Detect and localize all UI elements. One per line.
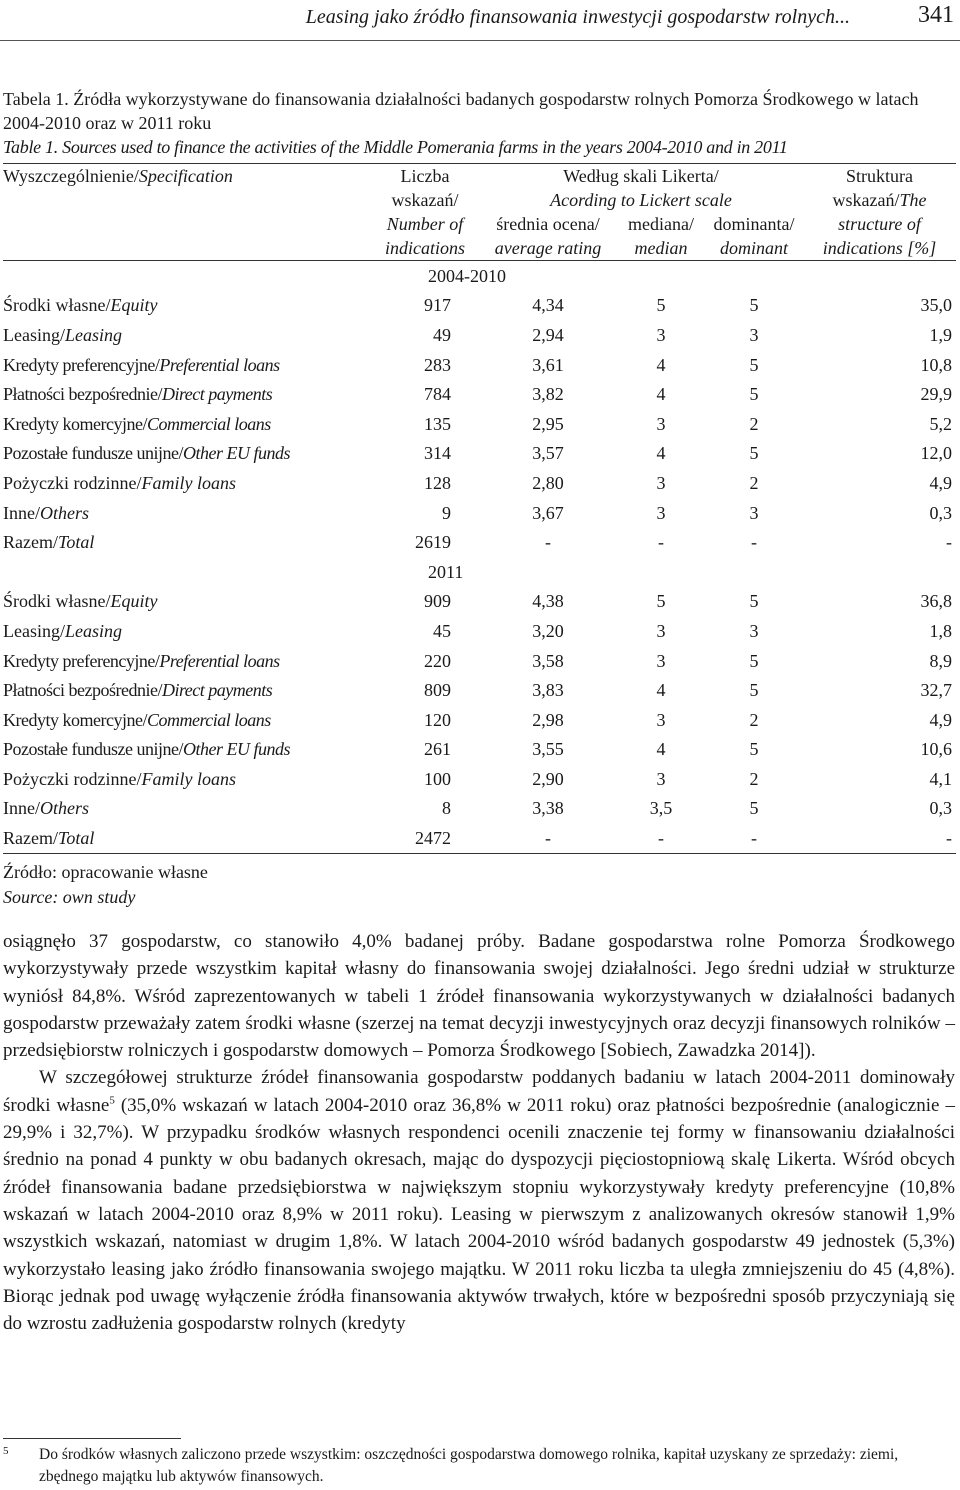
header-count-en-2: indications: [385, 238, 465, 258]
cell-dominant: 3: [749, 620, 759, 641]
row-label-pl: Razem/: [3, 532, 58, 553]
cell-average: 3,58: [532, 650, 564, 671]
cell-dominant: 2: [749, 472, 759, 493]
table-row: [3, 320, 956, 350]
table-row: [3, 379, 956, 409]
header-structure: [803, 164, 956, 261]
row-label-en: Commercial loans: [146, 709, 271, 730]
row-label: [3, 764, 371, 794]
table-row: [3, 616, 956, 646]
cell-dominant: 5: [749, 680, 759, 701]
table-row: [3, 291, 956, 321]
row-label: [3, 409, 371, 439]
row-label-pl: Kredyty preferencyjne/: [3, 354, 160, 375]
cell-count: 2619: [415, 532, 451, 553]
table-row: [3, 468, 956, 498]
row-label-en: Other EU funds: [182, 443, 290, 464]
paragraph-1: osiągnęło 37 gospodarstw, co stanowiło 4,0% badanej próby. Badane gospodarstwa rolne Pomorza Środkowego wykorzystywały przede wszystkim kapitał własny do finansowania swojej działalności. Jego średni udział w strukturze wyniósł 84,8%. Wśród zaprezentowanych w tabeli 1 źródeł finansowania wykorzystywanych w działalności badanych gospodarstw przeważały zatem środki własne (szerzej na temat decyzji inwestycyjnych oraz decyzji finansowych rolników – przedsiębiorstw rolniczych i gospodarstw domowych – Pomorza Środkowego [Sobiech, Zawadzka 2014]).: [3, 931, 955, 1062]
cell-dominant: 5: [749, 443, 759, 464]
table-row: [3, 705, 956, 735]
source-en: Source: own study: [3, 887, 136, 907]
cell-share: 29,9: [920, 384, 952, 405]
cell-average: 2,80: [532, 472, 564, 493]
row-label-en: Preferential loans: [159, 354, 280, 375]
sources-table: [3, 163, 956, 854]
cell-median: 3: [656, 650, 666, 671]
row-label: [3, 705, 371, 735]
cell-average: 2,98: [532, 709, 564, 730]
cell-median: 3: [656, 768, 666, 789]
header-spec-en: Specification: [138, 166, 233, 186]
footnote-reference: 5: [109, 1094, 115, 1107]
cell-average: 3,57: [532, 443, 564, 464]
cell-average: 3,61: [532, 354, 564, 375]
table-row: [3, 794, 956, 824]
row-label-en: Leasing: [64, 620, 122, 641]
cell-dominant: 5: [749, 798, 759, 819]
cell-dominant: 5: [749, 295, 759, 316]
row-label: [3, 527, 371, 557]
row-label: [3, 498, 371, 528]
cell-share: 4,9: [929, 709, 952, 730]
row-label-en: Preferential loans: [159, 650, 280, 671]
row-label: [3, 675, 371, 705]
row-label-en: Other EU funds: [182, 739, 290, 760]
cell-dominant: 2: [749, 768, 759, 789]
row-label: [3, 468, 371, 498]
row-label-pl: Kredyty komercyjne/: [3, 413, 147, 434]
cell-median: 5: [656, 295, 666, 316]
cell-average: 3,67: [532, 502, 564, 523]
cell-average: -: [545, 532, 551, 553]
paragraph-2-part-b: (35,0% wskazań w latach 2004-2010 oraz 36,8% w 2011 roku) oraz płatności bezpośrednie (analogicznie – 29,9% i 32,7%). W przypadku środków własnych respondenci ocenili znaczenie tej formy w finansowaniu działalności średnio na ponad 4 punkty w obu badanych okresach, mając do dyspozycji pięciostopniową skalę Likerta. Wśród obcych źródeł finansowania badane przedsiębiorstwa w największym stopniu wykorzystywały kredyty preferencyjne (10,8% wskazań w latach 2004-2010 oraz 8,9% w 2011 roku). Leasing w pierwszym z analizowanych okresów stanowił 1,9% wszystkich wskazań, natomiast w drugim 1,8%. W latach 2004-2010 wśród badanych gospodarstw 49 jednostek (5,3%) wykorzystało leasing jako źródło finansowania swojego majątku. W 2011 roku liczba ta uległa zmniejszeniu do 45 (4,8%). Biorąc jednak pod uwagę wyłączenie źródła finansowania aktywów trwałych, które w bezpośredni sposób przyczyniają się do wzrostu zadłużenia gospodarstw rolnych (kredyty: [3, 1094, 955, 1335]
row-label-pl: Środki własne/: [3, 591, 111, 612]
cell-average: 3,38: [532, 798, 564, 819]
cell-median: -: [617, 823, 705, 853]
cell-share: 0,3: [929, 798, 952, 819]
cell-count: 135: [424, 413, 451, 434]
header-struct-en-1: The: [899, 190, 927, 210]
cell-share: 4,1: [929, 768, 952, 789]
source-pl: Źródło: opracowanie własne: [3, 862, 208, 882]
cell-share: 4,9: [929, 472, 952, 493]
cell-dominant: -: [751, 532, 757, 553]
row-label-pl: Pozostałe fundusze unijne/: [3, 739, 183, 760]
header-avg-pl: średnia ocena/: [496, 214, 600, 234]
cell-average: -: [479, 823, 617, 853]
row-label-pl: Pożyczki rodzinne/: [3, 768, 142, 789]
row-label-en: Direct payments: [161, 384, 273, 405]
row-label-en: Family loans: [141, 472, 236, 493]
cell-dominant: -: [705, 823, 803, 853]
cell-share: 10,6: [920, 739, 952, 760]
cell-median: 4: [656, 443, 666, 464]
row-label-en: Total: [57, 532, 95, 553]
cell-count: 49: [433, 324, 451, 345]
cell-share: 10,8: [920, 354, 952, 375]
row-label: [3, 379, 371, 409]
row-label-pl: Płatności bezpośrednie/: [3, 680, 162, 701]
header-count-en-1: Number of: [386, 214, 464, 234]
row-label-en: Others: [39, 798, 89, 819]
cell-average: 2,95: [532, 413, 564, 434]
table-row: [3, 587, 956, 617]
cell-average: 3,20: [532, 620, 564, 641]
row-label-pl: Kredyty preferencyjne/: [3, 650, 160, 671]
table-source: [3, 860, 208, 910]
cell-median: 4: [656, 680, 666, 701]
header-count-pl-1: Liczba: [400, 166, 450, 186]
row-label-pl: Inne/: [3, 502, 40, 523]
footnote-rule: [3, 1438, 181, 1439]
header-struct-en-2: structure of: [838, 214, 921, 234]
cell-count: 314: [424, 443, 451, 464]
cell-median: 4: [656, 384, 666, 405]
header-count: [371, 164, 479, 261]
cell-dominant: 5: [749, 591, 759, 612]
row-label-en: Equity: [110, 295, 158, 316]
cell-count: 283: [424, 354, 451, 375]
row-label-pl: Kredyty komercyjne/: [3, 709, 147, 730]
header-struct-en-3: indications [%]: [822, 238, 937, 258]
cell-average: 2,90: [532, 768, 564, 789]
table-row: [3, 646, 956, 676]
cell-median: 5: [656, 591, 666, 612]
header-struct-pl-2: wskazań/: [832, 190, 900, 210]
cell-share: 0,3: [929, 502, 952, 523]
table-row: [3, 409, 956, 439]
cell-median: 4: [656, 739, 666, 760]
row-label-en: Direct payments: [161, 680, 273, 701]
row-label-en: Leasing: [64, 324, 122, 345]
table-row: [3, 439, 956, 469]
period-label: 2004-2010: [3, 261, 956, 291]
running-head-title: Leasing jako źródło finansowania inwestycji gospodarstw rolnych...: [305, 6, 850, 28]
cell-share: 8,9: [929, 650, 952, 671]
period-row: [3, 261, 956, 291]
cell-count: 120: [424, 709, 451, 730]
row-label: [3, 291, 371, 321]
row-label: [3, 794, 371, 824]
table-row: [3, 350, 956, 380]
cell-dominant: 3: [749, 324, 759, 345]
footnote-text: Do środków własnych zaliczono przede wszystkim: oszczędności gospodarstwa domowego rolnika, kapitał uzyskany ze sprzedaży: ziemi, zbędnego majątku lub aktywów finansowych.: [39, 1446, 899, 1485]
header-median: [617, 212, 705, 261]
cell-median: -: [658, 532, 664, 553]
cell-average: 3,82: [532, 384, 564, 405]
row-label-pl: Leasing/: [3, 324, 65, 345]
row-label-pl: Pożyczki rodzinne/: [3, 472, 142, 493]
row-label: [3, 735, 371, 765]
cell-median: 3: [656, 620, 666, 641]
cell-share: 32,7: [920, 680, 952, 701]
cell-count: 261: [424, 739, 451, 760]
header-dominant-en: dominant: [719, 238, 788, 258]
header-average: [479, 212, 617, 261]
cell-dominant: 5: [749, 384, 759, 405]
table-caption-pl: Tabela 1. Źródła wykorzystywane do finansowania działalności badanych gospodarstw rolnych Pomorza Środkowego w latach 2004-2010 oraz w 2011 roku: [3, 89, 919, 133]
row-label-pl: Leasing/: [3, 620, 65, 641]
cell-share: -: [946, 532, 952, 553]
row-label-en: Family loans: [141, 768, 236, 789]
header-dominant-pl: dominanta/: [713, 214, 795, 234]
row-label: [3, 320, 371, 350]
table-row: [3, 675, 956, 705]
header-median-en: median: [634, 238, 688, 258]
row-label: [3, 350, 371, 380]
cell-dominant: 5: [749, 650, 759, 671]
row-label: [3, 616, 371, 646]
header-likert-pl: Według skali Likerta/: [563, 166, 719, 186]
cell-median: 3: [656, 502, 666, 523]
cell-median: 3: [656, 413, 666, 434]
cell-median: 3: [656, 709, 666, 730]
row-label-pl: Razem/: [3, 828, 58, 849]
cell-count: 917: [424, 295, 451, 316]
cell-count: 784: [424, 384, 451, 405]
header-avg-en: average rating: [494, 238, 602, 258]
cell-count: 220: [424, 650, 451, 671]
cell-count: 100: [424, 768, 451, 789]
page-number: 341: [918, 2, 954, 28]
row-label: [3, 439, 371, 469]
cell-count: 128: [424, 472, 451, 493]
cell-dominant: 2: [749, 413, 759, 434]
cell-dominant: 2: [749, 709, 759, 730]
cell-share: 1,9: [929, 324, 952, 345]
footnote-mark: 5: [3, 1445, 9, 1457]
cell-count: 45: [433, 620, 451, 641]
table-row: [3, 527, 956, 557]
cell-count: 8: [442, 798, 451, 819]
cell-dominant: 5: [749, 739, 759, 760]
cell-dominant: 5: [749, 354, 759, 375]
paragraph-2: [3, 1064, 955, 1337]
cell-median: 3,5: [649, 798, 673, 819]
cell-average: 3,83: [532, 680, 564, 701]
cell-share: 36,8: [920, 591, 952, 612]
cell-share: 12,0: [920, 443, 952, 464]
header-count-pl-2: wskazań/: [391, 190, 459, 210]
cell-average: 2,94: [532, 324, 564, 345]
row-label-pl: Inne/: [3, 798, 40, 819]
period-row: [3, 557, 956, 587]
cell-median: 3: [656, 324, 666, 345]
row-label-en: Total: [57, 828, 95, 849]
table-row: [3, 764, 956, 794]
cell-count: 909: [424, 591, 451, 612]
paragraph-2-part-a: W szczegółowej strukturze źródeł finansowania gospodarstw poddanych badaniu w latach 2004-2011 dominowały środki własne: [3, 1067, 955, 1116]
header-specification: [3, 164, 371, 261]
header-likert-en: Acording to Lickert scale: [550, 190, 732, 210]
cell-count: 809: [424, 680, 451, 701]
period-label: 2011: [428, 561, 464, 582]
footnote: [3, 1444, 955, 1488]
row-label-en: Commercial loans: [146, 413, 271, 434]
table-row: [3, 823, 956, 853]
cell-share: 5,2: [929, 413, 952, 434]
row-label: [3, 823, 371, 853]
cell-dominant: 3: [749, 502, 759, 523]
header-spec-pl: Wyszczególnienie/: [3, 166, 139, 186]
table-row: [3, 735, 956, 765]
cell-count: 2472: [371, 823, 479, 853]
row-label: [3, 646, 371, 676]
cell-median: 3: [656, 472, 666, 493]
row-label: [3, 587, 371, 617]
header-likert: [479, 164, 803, 213]
header-median-pl: mediana/: [628, 214, 694, 234]
header-dominant: [705, 212, 803, 261]
cell-average: 4,38: [532, 591, 564, 612]
table-row: [3, 498, 956, 528]
cell-count: 9: [442, 502, 451, 523]
table-header-row-1: [3, 164, 956, 213]
cell-average: 3,55: [532, 739, 564, 760]
cell-average: 4,34: [532, 295, 564, 316]
cell-share: 35,0: [920, 295, 952, 316]
row-label-en: Equity: [110, 591, 158, 612]
body-text: [3, 928, 955, 1337]
cell-share: -: [803, 823, 956, 853]
row-label-pl: Płatności bezpośrednie/: [3, 384, 162, 405]
row-label-en: Others: [39, 502, 89, 523]
cell-median: 4: [656, 354, 666, 375]
row-label-pl: Środki własne/: [3, 295, 111, 316]
row-label-pl: Pozostałe fundusze unijne/: [3, 443, 183, 464]
header-struct-pl-1: Struktura: [846, 166, 913, 186]
cell-share: 1,8: [929, 620, 952, 641]
header-rule: [0, 40, 960, 41]
table-caption-en: Table 1. Sources used to finance the activities of the Middle Pomerania farms in the years 2004-2010 and in 2011: [3, 137, 788, 157]
running-head: [0, 2, 960, 36]
